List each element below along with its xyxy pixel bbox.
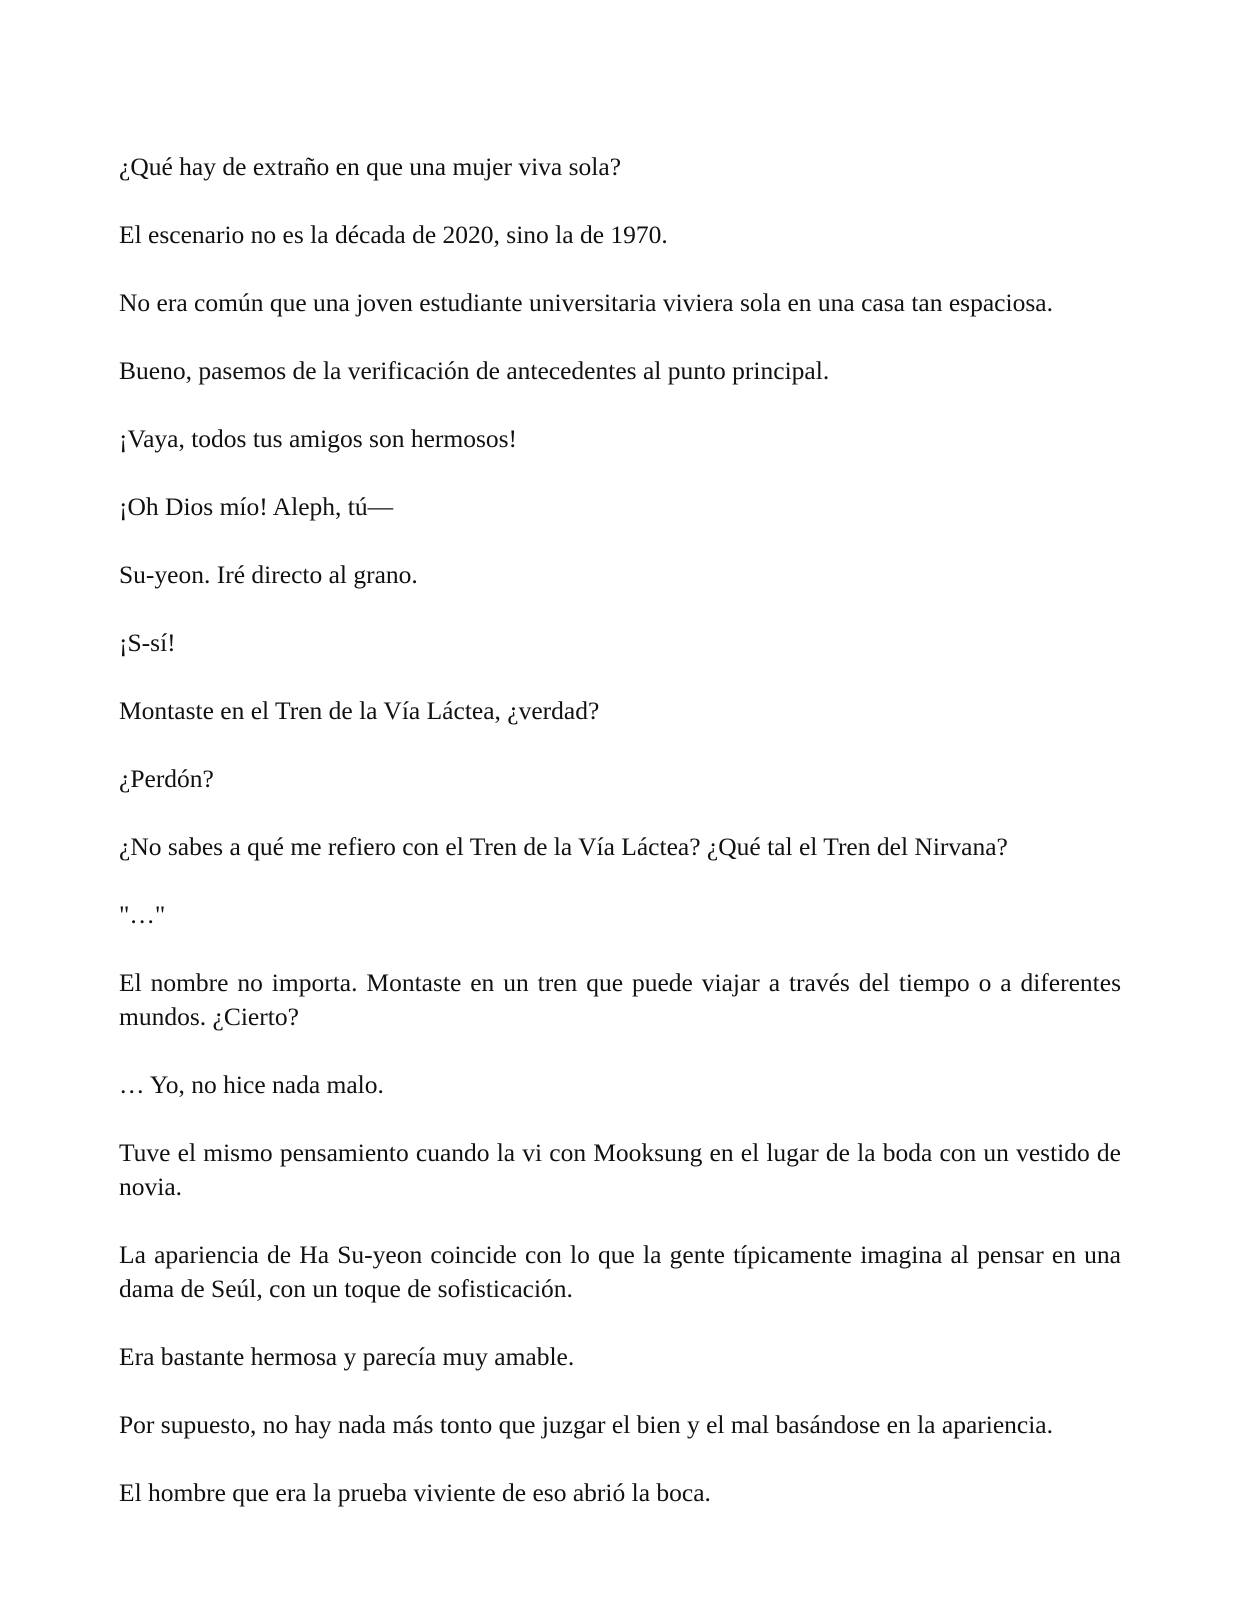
paragraph: ¿Qué hay de extraño en que una mujer viva sola? xyxy=(119,152,622,181)
paragraph: Montaste en el Tren de la Vía Láctea, ¿verdad? xyxy=(119,696,600,725)
paragraph: La apariencia de Ha Su-yeon coincide con lo que la gente típicamente imagina al pensar en una dama de Seúl, con un toque de sofisticación. xyxy=(119,1240,1121,1303)
paragraph: Era bastante hermosa y parecía muy amable. xyxy=(119,1342,575,1371)
document-body xyxy=(119,150,1121,1544)
paragraph: ¿No sabes a qué me refiero con el Tren de la Vía Láctea? ¿Qué tal el Tren del Nirvana? xyxy=(119,832,1008,861)
paragraph: ¿Perdón? xyxy=(119,764,214,793)
paragraph: "…" xyxy=(119,900,166,929)
paragraph: El hombre que era la prueba viviente de eso abrió la boca. xyxy=(119,1478,711,1507)
paragraph: Por supuesto, no hay nada más tonto que juzgar el bien y el mal basándose en la apariencia. xyxy=(119,1410,1053,1439)
paragraph: Bueno, pasemos de la verificación de antecedentes al punto principal. xyxy=(119,356,830,385)
paragraph: ¡Vaya, todos tus amigos son hermosos! xyxy=(119,424,518,453)
paragraph: ¡S-sí! xyxy=(119,628,176,657)
paragraph: El nombre no importa. Montaste en un tren que puede viajar a través del tiempo o a diferentes mundos. ¿Cierto? xyxy=(119,968,1121,1031)
paragraph: No era común que una joven estudiante universitaria viviera sola en una casa tan espaciosa. xyxy=(119,288,1053,317)
paragraph: ¡Oh Dios mío! Aleph, tú— xyxy=(119,492,394,521)
paragraph: … Yo, no hice nada malo. xyxy=(119,1070,384,1099)
paragraph: Tuve el mismo pensamiento cuando la vi con Mooksung en el lugar de la boda con un vestido de novia. xyxy=(119,1138,1121,1201)
paragraph: El escenario no es la década de 2020, sino la de 1970. xyxy=(119,220,668,249)
paragraph: Su-yeon. Iré directo al grano. xyxy=(119,560,418,589)
